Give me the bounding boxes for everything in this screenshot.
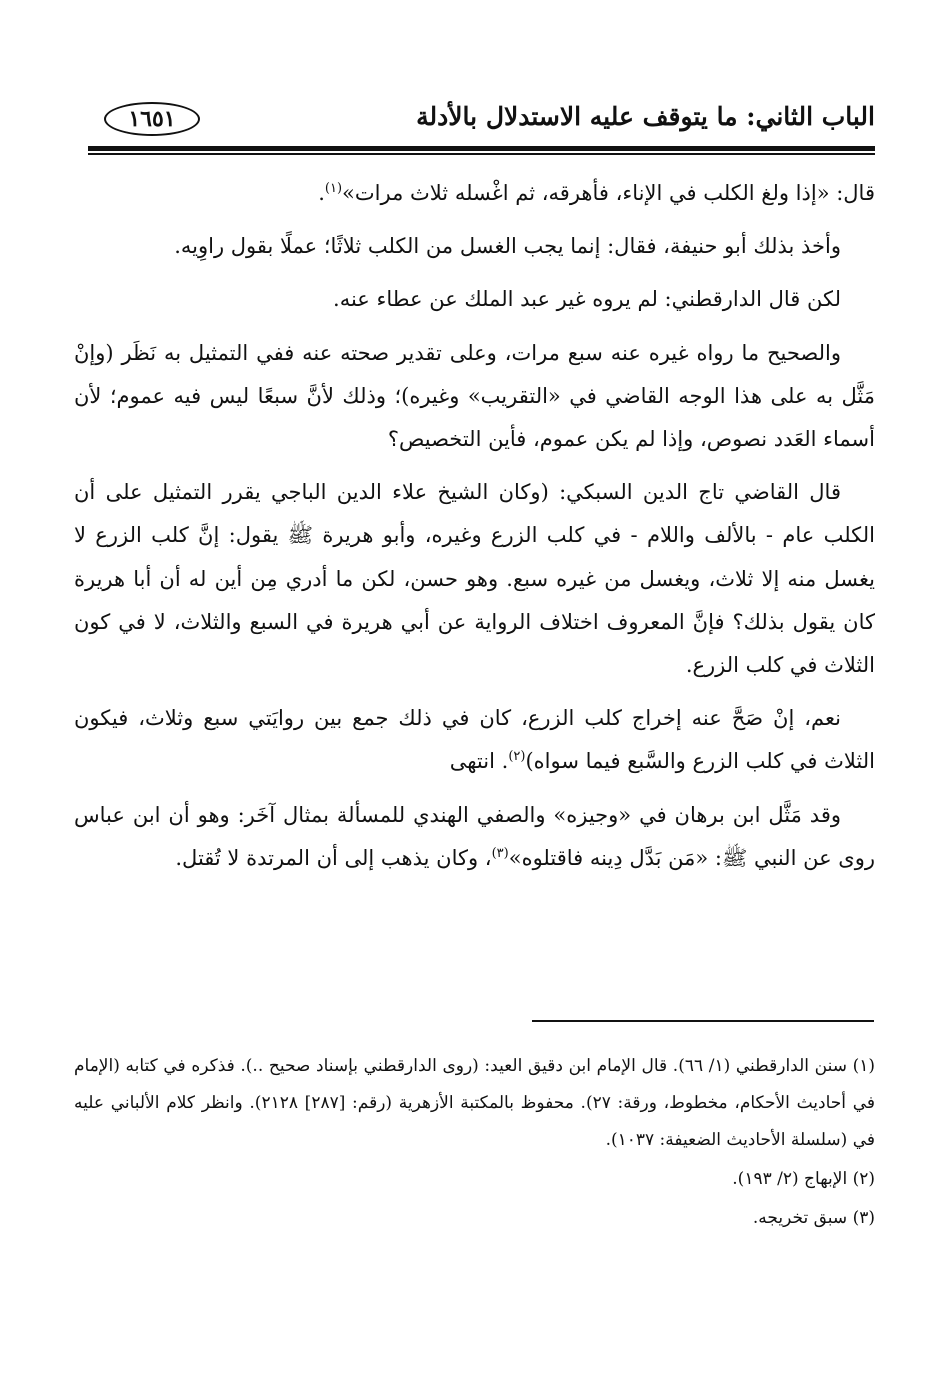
paragraph-7: وقد مَثَّل ابن برهان في «وجيزه» والصفي الهندي للمسألة بمثال آخَر: وهو أن ابن عباس روى عن النبي ﷺ: «مَن بَدَّل دِينه فاقتلوه»$^{(٣)}$، وكان يذهب إلى أن المرتدة لا تُقتل. <box>74 802 875 870</box>
header-rule-thin <box>88 153 875 155</box>
header-rule-thick <box>88 146 875 151</box>
paragraph-2: وأخذ بذلك أبو حنيفة، فقال: إنما يجب الغسل من الكلب ثلاثًا؛ عملًا بقول راوِيه. <box>174 234 841 259</box>
running-title: الباب الثاني: ما يتوقف عليه الاستدلال بالأدلة <box>416 102 875 131</box>
footnote-separator <box>532 1020 874 1022</box>
footnote-1: (١) سنن الدارقطني (١/ ٦٦). قال الإمام ابن دقيق العيد: (روى الدارقطني بإسناد صحيح ..). فذكره في كتابه (الإمام في أحاديث الأحكام، مخطوط، ورقة: ٢٧). محفوظ بالمكتبة الأزهرية (رقم: [٢٨٧] ٢١٢٨). وانظر كلام الألباني عليه في (سلسلة الأحاديث الضعيفة: ١٠٣٧). <box>74 1056 876 1150</box>
paragraph-3: لكن قال الدارقطني: لم يروه غير عبد الملك عن عطاء عنه. <box>333 287 841 312</box>
footnote-ref-2: (٢) <box>508 749 526 765</box>
footnote-ref-3: (٣) <box>491 845 509 861</box>
paragraph-5: قال القاضي تاج الدين السبكي: (وكان الشيخ علاء الدين الباجي يقرر التمثيل على أن الكلب عام - بالألف واللام - في كلب الزرع وغيره، وأبو هريرة ﷺ يقول: إنَّ كلب الزرع لا يغسل منه إلا ثلاث، ويغسل من غيره سبع. وهو حسن، لكن ما أدري مِن أين له أن أبا هريرة كان يقول بذلك؟ فإنَّ المعروف اختلاف الرواية عن أبي هريرة في السبع والثلاث، لا في كون الثلاث في كلب الزرع. <box>74 480 875 678</box>
paragraph-6: نعم، إنْ صَحَّ عنه إخراج كلب الزرع، كان في ذلك جمع بين روايَتي سبع وثلاث، فيكون الثلاث في كلب الزرع والسَّبع فيما سواه)$^{(٢)}$. انتهى <box>74 706 875 774</box>
paragraph-1: قال: «إذا ولغ الكلب في الإناء، فأهرقه، ثم اغْسله ثلاث مرات»$^{(١)}$. <box>318 181 875 205</box>
footnote-2: (٢) الإبهاج (٢/ ١٩٣). <box>732 1169 875 1189</box>
page-number-badge: ١٦٥١ <box>104 102 200 136</box>
footnote-ref-1: (١) <box>324 181 343 196</box>
footnote-3: (٣) سبق تخريجه. <box>752 1208 875 1228</box>
paragraph-4: والصحيح ما رواه غيره عنه سبع مرات، وعلى تقدير صحته عنه ففي التمثيل به نَظَر (وإنْ مَثَّل به على هذا الوجه القاضي في «التقريب» وغيره)؛ وذلك لأنَّ سبعًا ليس فيه عموم؛ لأن أسماء العَدد نصوص، وإذا لم يكن عموم، فأين التخصيص؟ <box>74 340 875 452</box>
main-text <box>74 172 875 890</box>
footnotes <box>74 1048 875 1239</box>
page-header <box>88 96 875 142</box>
